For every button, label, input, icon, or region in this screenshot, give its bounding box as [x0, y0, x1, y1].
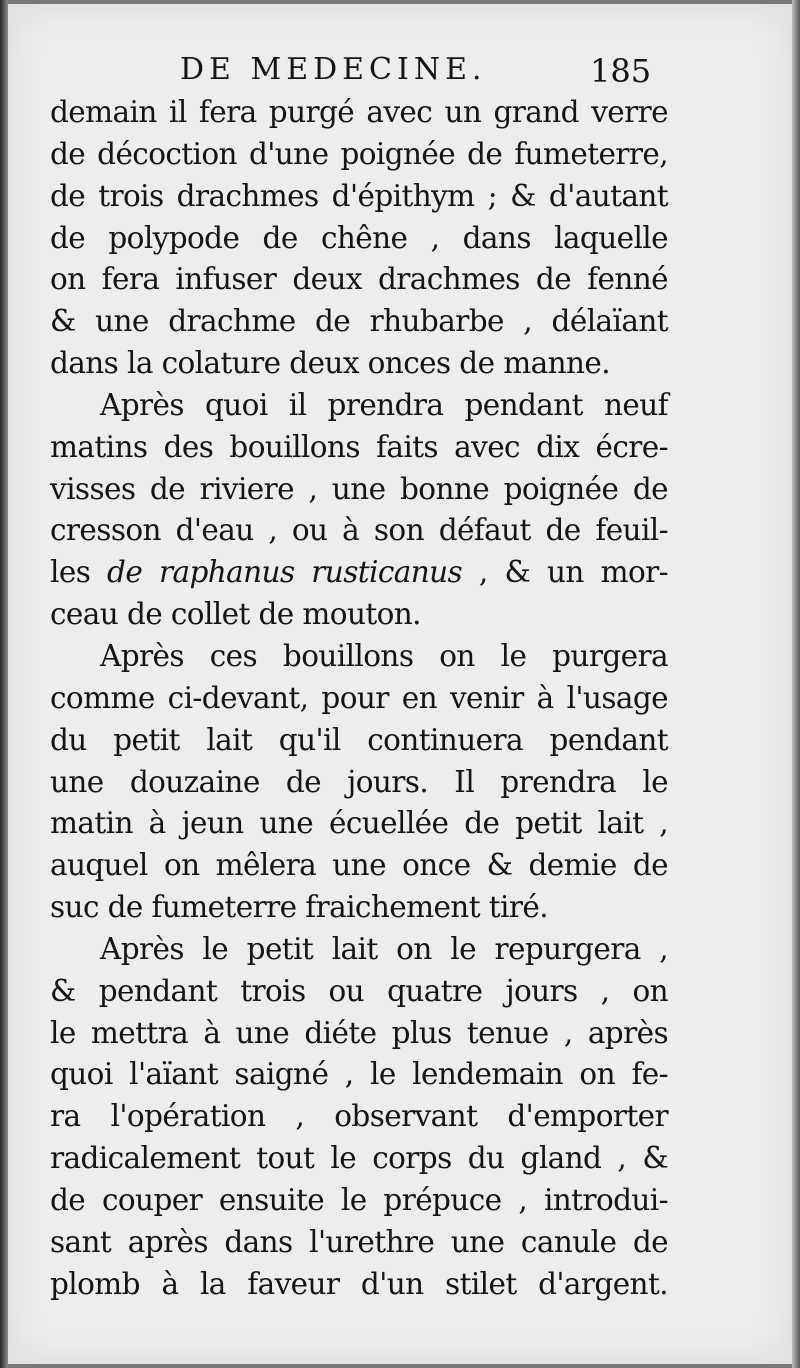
- body-text: [50, 92, 668, 1305]
- text-line: & pendant trois ou quatre jours , on: [50, 973, 668, 1008]
- book-page: [8, 4, 792, 1364]
- text-line: auquel on mêlera une once & demie de: [50, 848, 668, 883]
- right-page-edge: [792, 0, 800, 1368]
- text-line: comme ci-devant, pour en venir à l'usage: [50, 680, 668, 715]
- text-line: quoi l'aïant saigné , le lendemain on fe-: [50, 1057, 668, 1092]
- text-line: de décoction d'une poignée de fumeterre,: [50, 136, 668, 171]
- text-line: & une drachme de rhubarbe , délaïant: [50, 304, 668, 339]
- text-segment: , & un mor-: [478, 555, 668, 590]
- text-line: de couper ensuite le prépuce , introdui-: [50, 1182, 668, 1217]
- text-line-with-italic: [50, 552, 668, 594]
- text-line: une douzaine de jours. Il prendra le: [50, 764, 668, 799]
- text-line: ceau de collet de mouton.: [50, 597, 421, 632]
- text-line: Après le petit lait on le repurgera ,: [100, 931, 668, 966]
- text-segment: les: [50, 555, 91, 590]
- text-line: sant après dans l'urethre une canule de: [50, 1224, 668, 1259]
- text-line: visses de riviere , une bonne poignée de: [50, 471, 668, 506]
- text-line: suc de fumeterre fraichement tiré.: [50, 890, 548, 925]
- text-line: Après quoi il prendra pendant neuf: [100, 387, 668, 422]
- text-line: matins des bouillons faits avec dix écre-: [50, 429, 668, 464]
- text-line: radicalement tout le corps du gland , &: [50, 1141, 668, 1176]
- italic-latin-name: de raphanus rusticanus: [107, 555, 463, 590]
- text-line: demain il fera purgé avec un grand verre: [50, 95, 668, 129]
- text-line: on fera infuser deux drachmes de fenné: [50, 262, 668, 297]
- running-title: DE MEDECINE.: [180, 52, 487, 87]
- text-line: le mettra à une diéte plus tenue , après: [50, 1015, 668, 1050]
- page-header: [8, 52, 792, 92]
- text-line: de trois drachmes d'épithym ; & d'autant: [50, 178, 668, 213]
- text-line: plomb à la faveur d'un stilet d'argent.: [50, 1266, 668, 1301]
- text-line: matin à jeun une écuellée de petit lait ,: [50, 806, 668, 841]
- text-line: du petit lait qu'il continuera pendant: [50, 722, 668, 757]
- text-line: de polypode de chêne , dans laquelle: [50, 220, 668, 255]
- text-line: cresson d'eau , ou à son défaut de feuil-: [50, 513, 668, 548]
- text-line: Après ces bouillons on le purgera: [100, 638, 668, 673]
- text-line: ra l'opération , observant d'emporter: [50, 1099, 668, 1134]
- left-page-edge: [0, 0, 8, 1368]
- text-line: dans la colature deux onces de manne.: [50, 346, 611, 381]
- page-number: 185: [590, 52, 652, 90]
